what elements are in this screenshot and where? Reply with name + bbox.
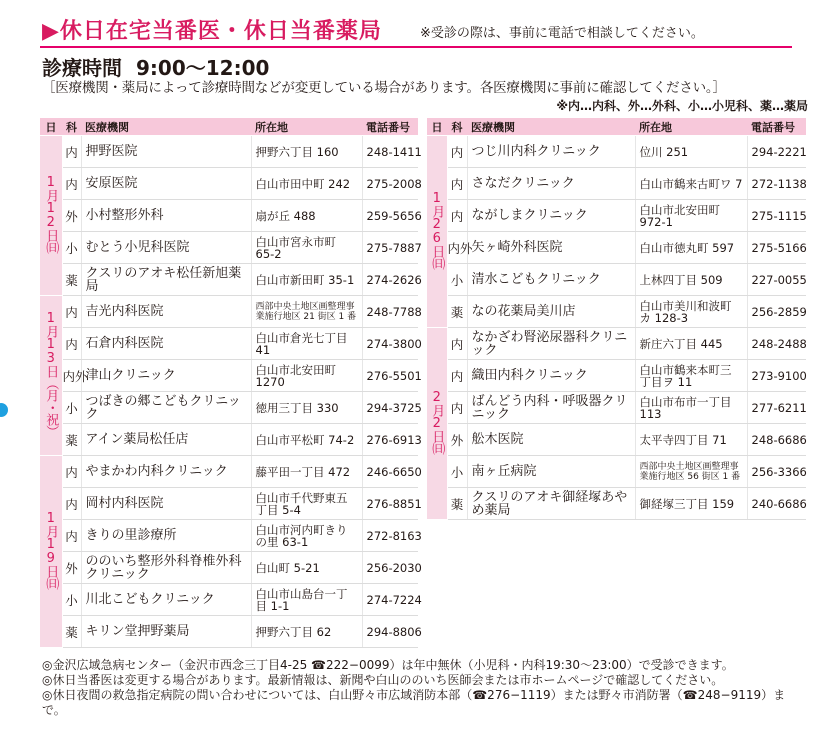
facility-name: 織田内科クリニック xyxy=(467,360,635,392)
header xyxy=(0,0,833,50)
department-cell: 内 xyxy=(447,392,467,424)
table-row xyxy=(40,456,418,488)
hours-label: 診療時間 xyxy=(42,56,122,80)
header-note: ※受診の際は、事前に電話で相談してください。 xyxy=(420,26,704,41)
table-row xyxy=(427,168,806,200)
facility-address: 白山市布市一丁目 113 xyxy=(635,392,747,424)
table-row xyxy=(40,200,418,232)
facility-name: アイン薬局松任店 xyxy=(81,424,251,456)
date-cell xyxy=(40,456,62,648)
department-cell: 薬 xyxy=(62,424,81,456)
facility-phone: 274-7224 xyxy=(362,584,418,616)
date-cell xyxy=(427,136,447,328)
facility-address: 扇が丘 488 xyxy=(251,200,362,232)
facility-address: 位川 251 xyxy=(635,136,747,168)
footer-note: ◎金沢広域急病センター（金沢市西念三丁目4-25 ☎222−0099）は年中無休（小児科・内科19:30〜23:00）で受診できます。 xyxy=(42,658,734,672)
department-cell: 内 xyxy=(62,136,81,168)
facility-name: 岡村内科医院 xyxy=(81,488,251,520)
department-cell: 薬 xyxy=(447,488,467,520)
facility-address: 白山市倉光七丁目 41 xyxy=(251,328,362,360)
facility-address: 白山市美川和波町カ 128-3 xyxy=(635,296,747,328)
table-row xyxy=(40,264,418,296)
facility-address: 白山市千代野東五丁目 5-4 xyxy=(251,488,362,520)
department-cell: 内 xyxy=(447,360,467,392)
department-cell: 内 xyxy=(62,488,81,520)
facility-phone: 275-7887 xyxy=(362,232,418,264)
table-row xyxy=(40,232,418,264)
department-cell: 内 xyxy=(447,136,467,168)
facility-phone: 276-6913 xyxy=(362,424,418,456)
facility-phone: 240-6686 xyxy=(747,488,806,520)
date-label: 1月12日㈰ xyxy=(43,175,59,253)
table-row xyxy=(40,424,418,456)
facility-name: つばきの郷こどもクリニック xyxy=(81,392,251,424)
col-header-tel: 電話番号 xyxy=(362,118,418,136)
facility-name: 押野医院 xyxy=(81,136,251,168)
facility-address: 御経塚三丁目 159 xyxy=(635,488,747,520)
facility-address: 白山市北安田町 1270 xyxy=(251,360,362,392)
table-row xyxy=(427,360,806,392)
facility-address: 白山町 5-21 xyxy=(251,552,362,584)
department-cell: 内外 xyxy=(62,360,81,392)
department-cell: 小 xyxy=(62,392,81,424)
table-row xyxy=(427,328,806,360)
facility-phone: 275-2008 xyxy=(362,168,418,200)
table-row xyxy=(427,488,806,520)
facility-address: 白山市新田町 35-1 xyxy=(251,264,362,296)
department-cell: 外 xyxy=(62,552,81,584)
facility-address: 白山市鶴来本町三丁目ヲ 11 xyxy=(635,360,747,392)
facility-phone: 277-6211 xyxy=(747,392,806,424)
department-cell: 内外 xyxy=(447,232,467,264)
facility-phone: 248-1411 xyxy=(362,136,418,168)
facility-phone: 248-7788 xyxy=(362,296,418,328)
facility-address: 押野六丁目 62 xyxy=(251,616,362,648)
facility-name: 小村整形外科 xyxy=(81,200,251,232)
date-cell xyxy=(40,296,62,456)
table-row xyxy=(427,456,806,488)
department-cell: 内 xyxy=(62,328,81,360)
table-row xyxy=(427,392,806,424)
department-cell: 小 xyxy=(62,232,81,264)
facility-phone: 256-2859 xyxy=(747,296,806,328)
facility-name: クスリのアオキ御経塚あやめ薬局 xyxy=(467,488,635,520)
col-header-date: 日 xyxy=(40,118,62,136)
date-label: 1月26日㈰ xyxy=(429,191,445,269)
table-row xyxy=(40,616,418,648)
footer-note: ◎休日当番医は変更する場合があります。最新情報は、新聞や白山ののいち医師会または市ホームページで確認してください。 xyxy=(42,673,724,687)
facility-name: 舩木医院 xyxy=(467,424,635,456)
facility-address: 徳用三丁目 330 xyxy=(251,392,362,424)
facility-name: ながしまクリニック xyxy=(467,200,635,232)
facility-phone: 276-8851 xyxy=(362,488,418,520)
facility-phone: 294-8806 xyxy=(362,616,418,648)
page-title: ▶休日在宅当番医・休日当番薬局 xyxy=(42,19,382,44)
abbreviation-legend: ※内…内科、外…外科、小…小児科、薬…薬局 xyxy=(556,99,808,113)
table-row xyxy=(40,520,418,552)
department-cell: 小 xyxy=(447,264,467,296)
facility-name: 石倉内科医院 xyxy=(81,328,251,360)
schedule-table-left xyxy=(40,118,422,648)
table-row xyxy=(427,296,806,328)
department-cell: 薬 xyxy=(447,296,467,328)
facility-phone: 275-1115 xyxy=(747,200,806,232)
facility-phone: 248-6686 xyxy=(747,424,806,456)
department-cell: 薬 xyxy=(62,264,81,296)
facility-address: 西部中央土地区画整理事業施行地区 21 街区 1 番 xyxy=(251,296,362,328)
department-cell: 内 xyxy=(62,456,81,488)
facility-phone: 248-2488 xyxy=(747,328,806,360)
date-cell xyxy=(427,328,447,520)
facility-phone: 259-5656 xyxy=(362,200,418,232)
facility-name: クスリのアオキ松任新旭薬局 xyxy=(81,264,251,296)
hours-time: 9:00〜12:00 xyxy=(136,56,270,80)
department-cell: 小 xyxy=(62,584,81,616)
footer-note: ◎休日夜間の救急指定病院の問い合わせについては、白山野々市広域消防本部（☎276−1119）または野々市消防署（☎248−9119）まで。 xyxy=(42,688,786,717)
department-cell: 外 xyxy=(447,424,467,456)
facility-phone: 294-2221 xyxy=(747,136,806,168)
facility-name: むとう小児科医院 xyxy=(81,232,251,264)
header-underline xyxy=(40,46,792,48)
facility-address: 新庄六丁目 445 xyxy=(635,328,747,360)
department-cell: 内 xyxy=(447,200,467,232)
facility-name: 安原医院 xyxy=(81,168,251,200)
facility-name: やまかわ内科クリニック xyxy=(81,456,251,488)
facility-name: きりの里診療所 xyxy=(81,520,251,552)
col-header-addr: 所在地 xyxy=(251,118,362,136)
date-label: 1月19日㈰ xyxy=(43,511,59,589)
table-row xyxy=(427,232,806,264)
department-cell: 内 xyxy=(62,296,81,328)
facility-name: ばんどう内科・呼吸器クリニック xyxy=(467,392,635,424)
table-row xyxy=(427,200,806,232)
col-header-kind: 科 xyxy=(62,118,81,136)
facility-phone: 272-1138 xyxy=(747,168,806,200)
facility-phone: 227-0055 xyxy=(747,264,806,296)
facility-phone: 256-3366 xyxy=(747,456,806,488)
facility-address: 白山市鶴来古町ワ 7 xyxy=(635,168,747,200)
facility-address: 藤平田一丁目 472 xyxy=(251,456,362,488)
date-label: 2月2日㈰ xyxy=(429,390,445,454)
facility-address: 西部中央土地区画整理事業施行地区 56 街区 1 番 xyxy=(635,456,747,488)
facility-phone: 246-6650 xyxy=(362,456,418,488)
facility-address: 白山市田中町 242 xyxy=(251,168,362,200)
facility-name: さなだクリニック xyxy=(467,168,635,200)
col-header-tel: 電話番号 xyxy=(747,118,806,136)
table-row xyxy=(40,360,418,392)
department-cell: 内 xyxy=(62,520,81,552)
table-row xyxy=(40,168,418,200)
table-row xyxy=(427,136,806,168)
facility-address: 押野六丁目 160 xyxy=(251,136,362,168)
footer-notes xyxy=(42,658,802,718)
facility-name: なの花薬局美川店 xyxy=(467,296,635,328)
facility-address: 上林四丁目 509 xyxy=(635,264,747,296)
facility-phone: 294-3725 xyxy=(362,392,418,424)
facility-name: ののいち整形外科脊椎外科クリニック xyxy=(81,552,251,584)
department-cell: 薬 xyxy=(62,616,81,648)
facility-phone: 256-2030 xyxy=(362,552,418,584)
facility-name: 矢ヶ崎外科医院 xyxy=(467,232,635,264)
page-marker-dot xyxy=(0,403,8,417)
facility-address: 白山市徳丸町 597 xyxy=(635,232,747,264)
table-row xyxy=(40,136,418,168)
facility-address: 白山市河内町きりの里 63-1 xyxy=(251,520,362,552)
table-row xyxy=(427,264,806,296)
facility-name: つじ川内科クリニック xyxy=(467,136,635,168)
facility-phone: 274-3800 xyxy=(362,328,418,360)
table-row xyxy=(427,424,806,456)
department-cell: 小 xyxy=(447,456,467,488)
facility-name: 川北こどもクリニック xyxy=(81,584,251,616)
department-cell: 内 xyxy=(447,328,467,360)
date-label: 1月13日（月・祝） xyxy=(43,311,59,437)
facility-address: 白山市山島台一丁目 1-1 xyxy=(251,584,362,616)
date-cell xyxy=(40,136,62,296)
facility-name: 津山クリニック xyxy=(81,360,251,392)
table-header-row xyxy=(427,118,806,136)
table-row xyxy=(40,392,418,424)
col-header-addr: 所在地 xyxy=(635,118,747,136)
table-row xyxy=(40,296,418,328)
facility-address: 白山市平松町 74-2 xyxy=(251,424,362,456)
facility-address: 太平寺四丁目 71 xyxy=(635,424,747,456)
department-cell: 内 xyxy=(447,168,467,200)
col-header-name: 医療機関 xyxy=(467,118,635,136)
col-header-date: 日 xyxy=(427,118,447,136)
facility-name: 南ヶ丘病院 xyxy=(467,456,635,488)
table-row xyxy=(40,584,418,616)
facility-phone: 276-5501 xyxy=(362,360,418,392)
table-header-row xyxy=(40,118,418,136)
facility-name: 吉光内科医院 xyxy=(81,296,251,328)
facility-name: なかざわ腎泌尿器科クリニック xyxy=(467,328,635,360)
col-header-kind: 科 xyxy=(447,118,467,136)
facility-phone: 275-5166 xyxy=(747,232,806,264)
table-row xyxy=(40,552,418,584)
col-header-name: 医療機関 xyxy=(81,118,251,136)
facility-name: 清水こどもクリニック xyxy=(467,264,635,296)
department-cell: 内 xyxy=(62,168,81,200)
department-cell: 外 xyxy=(62,200,81,232)
table-row xyxy=(40,328,418,360)
schedule-table-right xyxy=(427,118,806,520)
facility-phone: 272-8163 xyxy=(362,520,418,552)
facility-phone: 274-2626 xyxy=(362,264,418,296)
facility-phone: 273-9100 xyxy=(747,360,806,392)
table-row xyxy=(40,488,418,520)
facility-address: 白山市宮永市町 65-2 xyxy=(251,232,362,264)
change-notice: ［医療機関・薬局によって診療時間などが変更している場合があります。各医療機関に事前に確認してください。］ xyxy=(42,80,726,96)
facility-address: 白山市北安田町 972-1 xyxy=(635,200,747,232)
facility-name: キリン堂押野薬局 xyxy=(81,616,251,648)
